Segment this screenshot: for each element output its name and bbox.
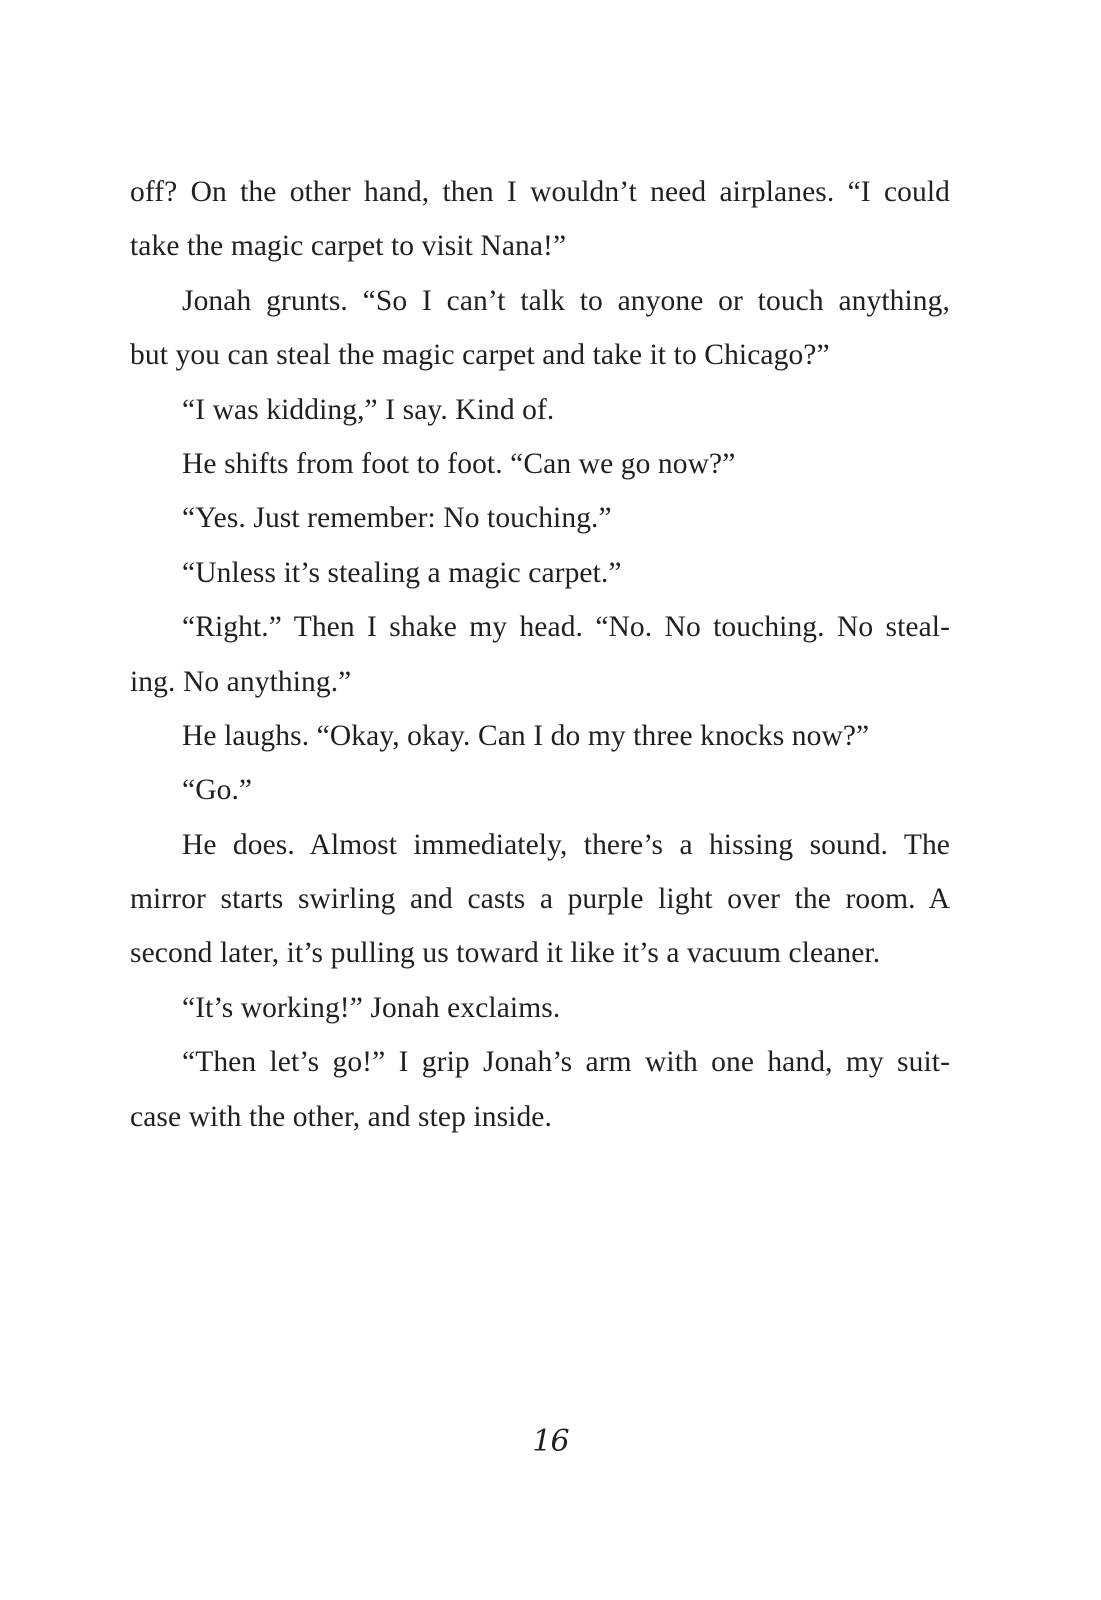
text-line: He shifts from foot to foot. “Can we go now?”	[182, 447, 736, 480]
text-line: He does. Almost immediately, there’s a hissing sound. The	[182, 828, 950, 861]
text-line: “Then let’s go!” I grip Jonah’s arm with one hand, my suit-	[182, 1046, 950, 1079]
page-number: 16	[532, 1424, 569, 1459]
text-line: “Unless it’s stealing a magic carpet.”	[182, 556, 622, 589]
body-text	[130, 165, 950, 1144]
text-line: “Go.”	[182, 774, 253, 807]
text-line: take the magic carpet to visit Nana!”	[130, 230, 567, 263]
text-line: second later, it’s pulling us toward it like it’s a vacuum cleaner.	[130, 937, 881, 970]
text-line: but you can steal the magic carpet and take it to Chicago?”	[130, 339, 830, 372]
text-line: “I was kidding,” I say. Kind of.	[182, 393, 555, 426]
text-line: He laughs. “Okay, okay. Can I do my three knocks now?”	[182, 719, 870, 752]
text-line: “Yes. Just remember: No touching.”	[182, 502, 612, 535]
text-line: ing. No anything.”	[130, 665, 352, 698]
text-line: case with the other, and step inside.	[130, 1100, 552, 1133]
text-line: off? On the other hand, then I wouldn’t need airplanes. “I could	[130, 176, 950, 208]
text-line: “It’s working!” Jonah exclaims.	[182, 991, 561, 1024]
text-line: mirror starts swirling and casts a purple light over the room. A	[130, 883, 950, 916]
text-line: Jonah grunts. “So I can’t talk to anyone or touch anything,	[182, 284, 950, 317]
text-line: “Right.” Then I shake my head. “No. No touching. No steal-	[182, 611, 950, 644]
